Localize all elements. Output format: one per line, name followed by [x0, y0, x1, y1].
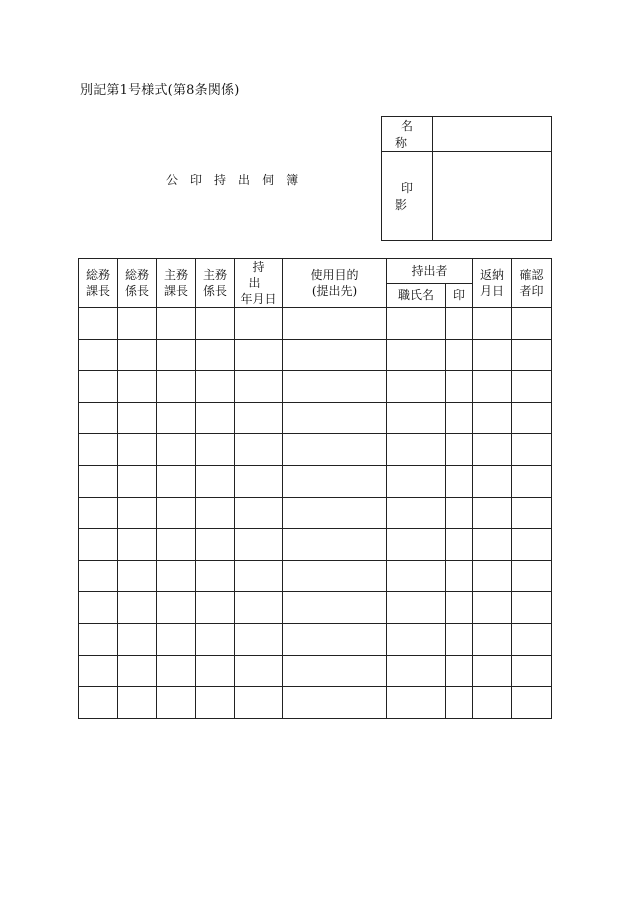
ledger-cell[interactable]	[118, 687, 157, 719]
ledger-cell[interactable]	[283, 402, 387, 434]
ledger-cell[interactable]	[157, 371, 196, 403]
ledger-cell[interactable]	[283, 560, 387, 592]
ledger-cell[interactable]	[512, 687, 552, 719]
ledger-cell[interactable]	[512, 465, 552, 497]
ledger-cell[interactable]	[118, 434, 157, 466]
ledger-cell[interactable]	[387, 339, 446, 371]
ledger-cell[interactable]	[79, 497, 118, 529]
ledger-cell[interactable]	[79, 655, 118, 687]
ledger-cell[interactable]	[196, 434, 235, 466]
ledger-cell[interactable]	[118, 529, 157, 561]
ledger-cell[interactable]	[387, 434, 446, 466]
ledger-cell[interactable]	[196, 465, 235, 497]
ledger-cell[interactable]	[512, 592, 552, 624]
table-row	[79, 497, 552, 529]
seal-label-cell	[382, 152, 433, 241]
form-reference-heading: 別記第1号様式(第8条関係)	[80, 83, 240, 98]
ledger-cell[interactable]	[157, 592, 196, 624]
ledger-cell[interactable]	[387, 497, 446, 529]
form-title-char: 出	[238, 173, 251, 187]
ledger-cell[interactable]	[446, 529, 473, 561]
ledger-cell[interactable]	[473, 497, 512, 529]
ledger-cell[interactable]	[196, 402, 235, 434]
ledger-cell[interactable]	[512, 623, 552, 655]
ledger-cell[interactable]	[387, 529, 446, 561]
header-borrower-seal: 印	[446, 283, 473, 308]
ledger-cell[interactable]	[235, 560, 283, 592]
header-return-date: 返納 月日	[473, 259, 512, 308]
ledger-cell[interactable]	[157, 339, 196, 371]
ledger-cell[interactable]	[446, 592, 473, 624]
ledger-cell[interactable]	[387, 623, 446, 655]
ledger-cell[interactable]	[512, 497, 552, 529]
ledger-cell[interactable]	[118, 308, 157, 340]
ledger-cell[interactable]	[79, 592, 118, 624]
ledger-cell[interactable]	[283, 623, 387, 655]
form-title-char: 公	[166, 173, 179, 187]
header-confirmer-seal: 確認 者印	[512, 259, 552, 308]
form-title-char: 印	[190, 173, 203, 187]
ledger-cell[interactable]	[118, 339, 157, 371]
ledger-cell[interactable]	[196, 655, 235, 687]
ledger-cell[interactable]	[473, 560, 512, 592]
ledger-cell[interactable]	[118, 497, 157, 529]
ledger-cell[interactable]	[79, 560, 118, 592]
ledger-cell[interactable]	[283, 465, 387, 497]
ledger-cell[interactable]	[283, 529, 387, 561]
ledger-cell[interactable]	[118, 623, 157, 655]
ledger-cell[interactable]	[446, 402, 473, 434]
table-row	[79, 529, 552, 561]
ledger-cell[interactable]	[235, 308, 283, 340]
ledger-cell[interactable]	[196, 560, 235, 592]
ledger-cell[interactable]	[157, 434, 196, 466]
table-row	[79, 560, 552, 592]
ledger-cell[interactable]	[235, 371, 283, 403]
ledger-cell[interactable]	[79, 402, 118, 434]
ledger-cell[interactable]	[512, 655, 552, 687]
table-row	[79, 308, 552, 340]
ledger-cell[interactable]	[235, 592, 283, 624]
ledger-cell[interactable]	[283, 497, 387, 529]
ledger-cell[interactable]	[196, 687, 235, 719]
ledger-cell[interactable]	[473, 623, 512, 655]
ledger-cell[interactable]	[283, 339, 387, 371]
table-row	[79, 655, 552, 687]
header-responsible-unit-chief: 主務 係長	[196, 259, 235, 308]
ledger-cell[interactable]	[79, 308, 118, 340]
name-label: 名称	[394, 119, 425, 150]
ledger-cell[interactable]	[387, 308, 446, 340]
table-row	[79, 339, 552, 371]
ledger-cell[interactable]	[512, 434, 552, 466]
table-row	[79, 592, 552, 624]
ledger-cell[interactable]	[79, 529, 118, 561]
ledger-cell[interactable]	[196, 497, 235, 529]
header-borrower-title-name: 職氏名	[387, 283, 446, 308]
table-row	[79, 465, 552, 497]
header-general-affairs-section-chief: 総務 課長	[79, 259, 118, 308]
ledger-cell[interactable]	[118, 560, 157, 592]
ledger-cell[interactable]	[235, 434, 283, 466]
ledger-cell[interactable]	[446, 560, 473, 592]
ledger-cell[interactable]	[446, 623, 473, 655]
ledger-cell[interactable]	[235, 623, 283, 655]
ledger-cell[interactable]	[512, 339, 552, 371]
ledger-cell[interactable]	[157, 497, 196, 529]
table-row	[79, 687, 552, 719]
ledger-cell[interactable]	[387, 592, 446, 624]
ledger-cell[interactable]	[79, 687, 118, 719]
ledger-cell[interactable]	[446, 308, 473, 340]
ledger-cell[interactable]	[473, 655, 512, 687]
ledger-cell[interactable]	[473, 371, 512, 403]
form-title	[166, 171, 310, 188]
table-row	[79, 402, 552, 434]
header-purpose: 使用目的 (提出先)	[283, 259, 387, 308]
header-checkout-date: 持出 年月日	[235, 259, 283, 308]
ledger-cell[interactable]	[473, 402, 512, 434]
ledger-cell[interactable]	[157, 402, 196, 434]
ledger-cell[interactable]	[196, 371, 235, 403]
header-general-affairs-unit-chief: 総務 係長	[118, 259, 157, 308]
ledger-cell[interactable]	[157, 308, 196, 340]
ledger-cell[interactable]	[196, 339, 235, 371]
ledger-body	[79, 308, 552, 719]
ledger-cell[interactable]	[235, 497, 283, 529]
ledger-cell[interactable]	[446, 465, 473, 497]
ledger-cell[interactable]	[157, 465, 196, 497]
name-label-cell	[382, 117, 433, 152]
ledger-cell[interactable]	[196, 529, 235, 561]
ledger-cell[interactable]	[118, 465, 157, 497]
seal-checkout-ledger-table	[78, 258, 552, 719]
ledger-cell[interactable]	[235, 655, 283, 687]
ledger-cell[interactable]	[387, 402, 446, 434]
seal-registration-box	[381, 116, 552, 241]
ledger-cell[interactable]	[446, 497, 473, 529]
form-title-char: 簿	[286, 173, 299, 187]
ledger-cell[interactable]	[283, 434, 387, 466]
ledger-cell[interactable]	[387, 371, 446, 403]
ledger-cell[interactable]	[79, 339, 118, 371]
ledger-cell[interactable]	[157, 655, 196, 687]
ledger-cell[interactable]	[446, 434, 473, 466]
ledger-cell[interactable]	[118, 402, 157, 434]
ledger-cell[interactable]	[235, 529, 283, 561]
table-row	[79, 623, 552, 655]
ledger-cell[interactable]	[446, 339, 473, 371]
ledger-cell[interactable]	[446, 371, 473, 403]
table-row	[79, 434, 552, 466]
ledger-cell[interactable]	[512, 560, 552, 592]
form-title-char: 持	[214, 173, 227, 187]
ledger-cell[interactable]	[512, 402, 552, 434]
ledger-cell[interactable]	[473, 308, 512, 340]
ledger-cell[interactable]	[118, 592, 157, 624]
ledger-cell[interactable]	[512, 529, 552, 561]
ledger-cell[interactable]	[196, 308, 235, 340]
ledger-cell[interactable]	[283, 308, 387, 340]
ledger-cell[interactable]	[79, 465, 118, 497]
ledger-cell[interactable]	[79, 371, 118, 403]
header-borrower: 持出者	[387, 259, 473, 284]
ledger-cell[interactable]	[512, 308, 552, 340]
ledger-cell[interactable]	[196, 592, 235, 624]
ledger-cell[interactable]	[196, 623, 235, 655]
ledger-cell[interactable]	[283, 592, 387, 624]
ledger-cell[interactable]	[118, 371, 157, 403]
header-responsible-section-chief: 主務 課長	[157, 259, 196, 308]
ledger-cell[interactable]	[387, 465, 446, 497]
ledger-cell[interactable]	[387, 560, 446, 592]
form-title-char: 伺	[262, 173, 275, 187]
ledger-cell[interactable]	[235, 402, 283, 434]
ledger-cell[interactable]	[283, 655, 387, 687]
ledger-cell[interactable]	[283, 371, 387, 403]
ledger-cell[interactable]	[157, 687, 196, 719]
ledger-cell[interactable]	[473, 434, 512, 466]
name-entry-cell[interactable]	[433, 117, 552, 152]
ledger-cell[interactable]	[157, 623, 196, 655]
ledger-cell[interactable]	[473, 687, 512, 719]
ledger-cell[interactable]	[79, 623, 118, 655]
ledger-cell[interactable]	[512, 371, 552, 403]
ledger-cell[interactable]	[157, 529, 196, 561]
ledger-cell[interactable]	[473, 339, 512, 371]
table-row	[79, 371, 552, 403]
ledger-cell[interactable]	[235, 687, 283, 719]
ledger-cell[interactable]	[446, 655, 473, 687]
ledger-cell[interactable]	[118, 655, 157, 687]
ledger-cell[interactable]	[473, 592, 512, 624]
ledger-cell[interactable]	[79, 434, 118, 466]
ledger-cell[interactable]	[235, 339, 283, 371]
ledger-cell[interactable]	[235, 465, 283, 497]
ledger-cell[interactable]	[446, 687, 473, 719]
seal-label: 印影	[394, 181, 425, 212]
seal-impression-cell[interactable]	[433, 152, 552, 241]
ledger-cell[interactable]	[473, 529, 512, 561]
ledger-cell[interactable]	[283, 687, 387, 719]
ledger-cell[interactable]	[387, 687, 446, 719]
ledger-cell[interactable]	[157, 560, 196, 592]
ledger-cell[interactable]	[473, 465, 512, 497]
ledger-cell[interactable]	[387, 655, 446, 687]
